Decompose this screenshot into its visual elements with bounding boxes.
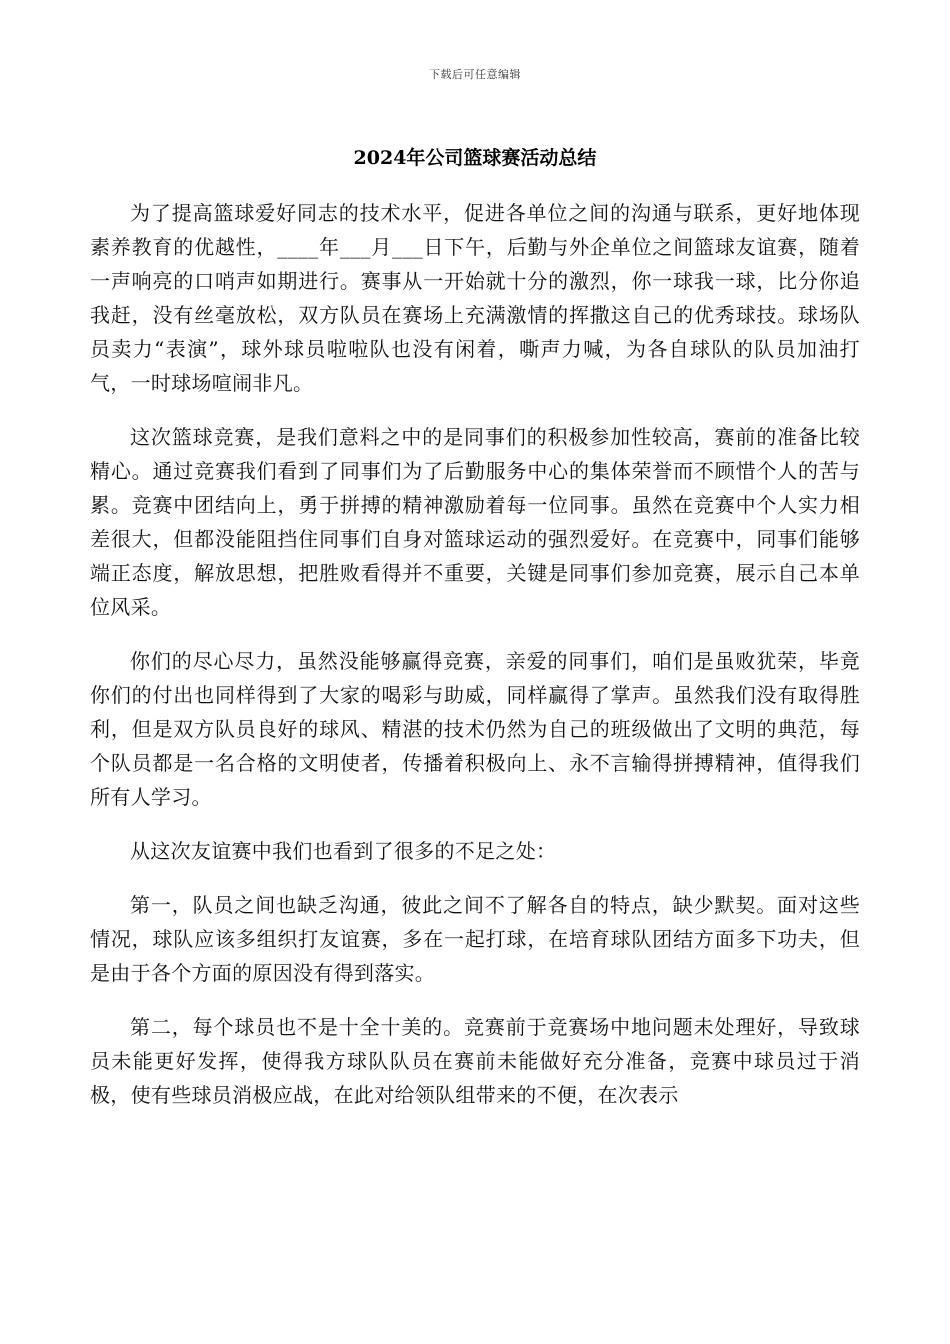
document-title: 2024年公司篮球赛活动总结 (353, 147, 597, 169)
paragraph-3: 你们的尽心尽力，虽然没能够赢得竞赛，亲爱的同事们，咱们是虽败犹荣，毕竟你们的付出也同样得到了大家的喝彩与助威，同样赢得了掌声。虽然我们没有取得胜利，但是双方队员良好的球风、精湛的技术仍然为自己的班级做出了文明的典范，每个队员都是一名合格的文明使者，传播着积极向上、永不言输得拼搏精神，值得我们所有人学习。 (90, 649, 860, 809)
document-body (90, 196, 860, 1132)
paragraph-5: 第一，队员之间也缺乏沟通，彼此之间不了解各自的特点，缺少默契。面对这些情况，球队应该多组织打友谊赛，多在一起打球，在培育球队团结方面多下功夫，但是由于各个方面的原因没有得到落实。 (90, 893, 860, 985)
paragraph-2: 这次篮球竞赛，是我们意料之中的是同事们的积极参加性较高，赛前的准备比较精心。通过竞赛我们看到了同事们为了后勤服务中心的集体荣誉而不顾惜个人的苦与累。竞赛中团结向上，勇于拼搏的精神激励着每一位同事。虽然在竞赛中个人实力相差很大，但都没能阻挡住同事们自身对篮球运动的强烈爱好。在竞赛中，同事们能够端正态度，解放思想，把胜败看得并不重要，关键是同事们参加竞赛，展示自己本单位风采。 (90, 425, 860, 619)
header-note: 下载后可任意编辑 (429, 68, 521, 81)
paragraph-6: 第二，每个球员也不是十全十美的。竞赛前于竞赛场中地问题未处理好，导致球员未能更好发挥，使得我方球队队员在赛前未能做好充分准备，竞赛中球员过于消极，使有些球员消极应战，在此对给领队组带来的不便，在次表示 (90, 1015, 860, 1107)
paragraph-1: 为了提高篮球爱好同志的技术水平，促进各单位之间的沟通与联系，更好地体现素养教育的优越性，____年___月___日下午，后勤与外企单位之间篮球友谊赛，随着一声响亮的口哨声如期进行。赛事从一开始就十分的激烈，你一球我一球，比分你追我赶，没有丝毫放松，双方队员在赛场上充满激情的挥撒这自己的优秀球技。球场队员卖力“表演”，球外球员啦啦队也没有闲着，嘶声力喊，为各自球队的队员加油打气，一时球场喧闹非凡。 (90, 201, 860, 395)
paragraph-4: 从这次友谊赛中我们也看到了很多的不足之处： (130, 839, 557, 863)
